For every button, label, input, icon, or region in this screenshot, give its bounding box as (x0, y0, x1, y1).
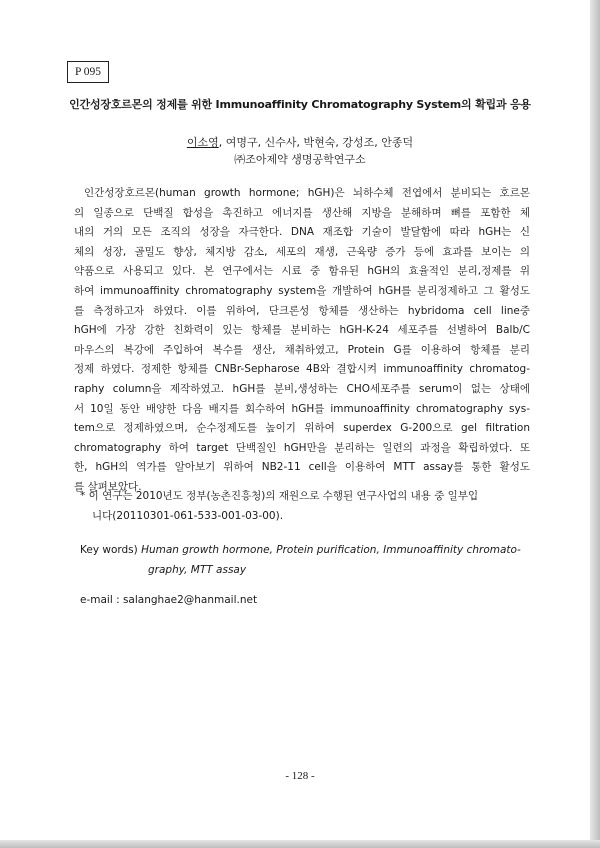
page-shadow-bottom (0, 840, 600, 848)
abstract-line: 인간성장호르몬(human growth hormone; hGH)은 뇌하수체 전엽에서 분비되는 호르몬 (84, 187, 530, 199)
contact-email: e-mail : salanghae2@hanmail.net (80, 594, 258, 606)
abstract-line: 를 측정하고자 하였다. 이를 위하여, 단크론성 항체를 생산하는 hybridoma cell line중 (74, 304, 530, 317)
abstract-line: raphy column을 제작하였고. hGH를 분비,생성하는 CHO세포주를 serum이 없는 상태에 (74, 382, 530, 395)
abstract-line: tem으로 정제하였으며, 순수정제도를 높이기 위하여 superdex G-200으로 gel filtration (74, 422, 530, 435)
keywords-line: graphy, MTT assay (148, 563, 247, 576)
page-number: - 128 - (285, 770, 315, 782)
page-shadow-right (590, 0, 600, 848)
abstract-line: 내의 거의 모든 조직의 성장을 자극한다. DNA 재조합 기술이 발달함에 따라 hGH는 신 (74, 226, 530, 239)
keywords-label: Key words) (80, 544, 138, 556)
funding-footnote (80, 487, 530, 526)
affiliation: ㈜조아제약 생명공학연구소 (234, 153, 366, 166)
abstract-line: chromatography 하여 target 단백질인 hGH만을 분리하는 일련의 과정을 확립하였다. 또 (74, 441, 530, 454)
co-authors: , 여명구, 신수사, 박현숙, 강성조, 안종덕 (218, 136, 414, 149)
poster-code-box: P 095 (67, 61, 109, 83)
abstract-body (74, 184, 530, 498)
abstract-line: hGH에 가장 강한 친화력이 있는 항체를 분비하는 hGH-K-24 세포주를 선별하여 Balb/C (74, 324, 530, 337)
keywords-block (80, 541, 540, 580)
abstract-line: 를 살펴보았다. (74, 480, 142, 493)
paper-title: 인간성장호르몬의 정제를 위한 Immunoaffinity Chromatography System의 확립과 응용 (69, 98, 531, 111)
abstract-line: 하여 immunoaffinity chromatography system을 개발하여 hGH를 분리정제하고 그 활성도 (74, 284, 530, 297)
footnote-line: 니다(20110301-061-533-001-03-00). (92, 509, 284, 522)
abstract-line: 체의 성장, 골밀도 향상, 체지방 감소, 세포의 재생, 근육량 증가 등에 효과를 보이는 의 (74, 245, 530, 258)
abstract-line: 정제 하였다. 정제한 항체를 CNBr-Sepharose 4B와 결합시켜 immunoaffinity chromatog- (74, 363, 530, 376)
keywords-line: Human growth hormone, Protein purification, Immunoaffinity chromato- (141, 544, 521, 556)
abstract-line: 의 일종으로 단백질 합성을 촉진하고 에너지를 생산해 지방을 분해하며 뼈를 포함한 체 (74, 206, 530, 219)
abstract-line: 약품으로 사용되고 있다. 본 연구에서는 시료 중 함유된 hGH의 효율적인 분리,정제를 위 (74, 265, 530, 278)
footnote-line: * 이 연구는 2010년도 정부(농촌진흥청)의 재원으로 수행된 연구사업의 내용 중 일부입 (80, 490, 479, 502)
abstract-line: 마우스의 복강에 주입하여 복수를 생산, 채취하였고, Protein G를 이용하여 항체를 분리 (74, 343, 530, 356)
author-list (40, 134, 560, 150)
abstract-line: 한, hGH의 역가를 알아보기 위하여 NB2-11 cell을 이용하여 MTT assay를 통한 활성도 (74, 461, 530, 474)
first-author: 이소영 (186, 136, 219, 149)
abstract-line: 서 10일 동안 배양한 다음 배지를 회수하여 hGH를 immunoaffinity chromatography sys- (74, 402, 530, 415)
